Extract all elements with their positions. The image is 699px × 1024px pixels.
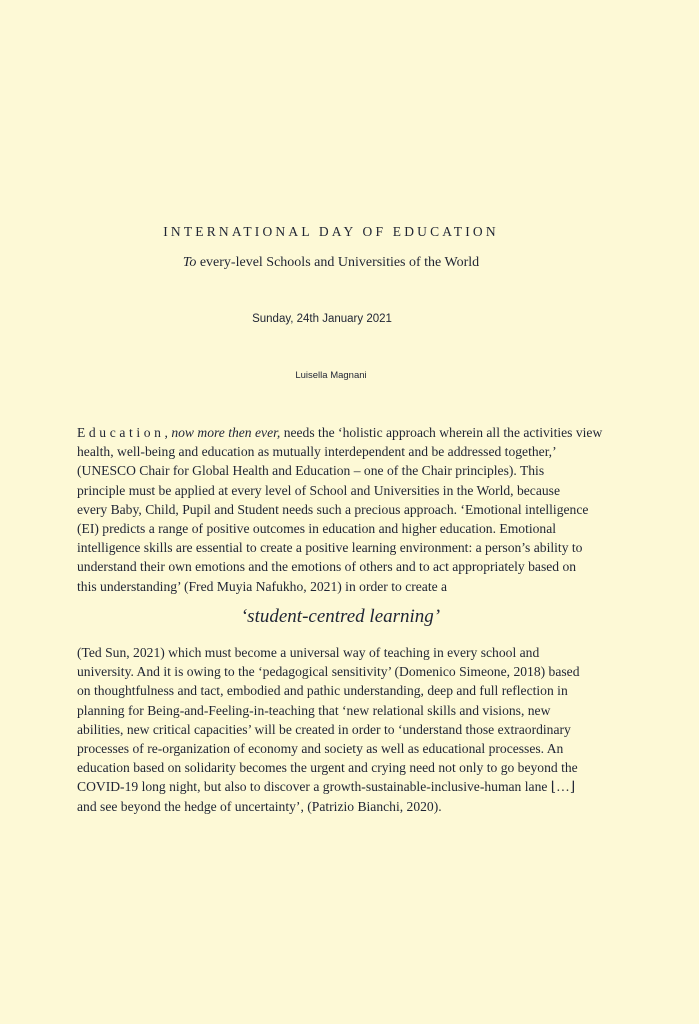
text-line: this understanding’ (Fred Muyia Nafukho, 2021) in order to create a: [77, 578, 448, 594]
lead-word: Education: [77, 425, 165, 440]
text-line: COVID-19 long night, but also to discover a growth-sustainable-inclusive-human lane ⌊…⌋: [77, 779, 575, 795]
paragraph-1: [77, 423, 687, 596]
text-line: on thoughtfulness and tact, embodied and pathic understanding, deep and full reflection in: [77, 683, 568, 699]
text-line: every Baby, Child, Pupil and Student needs such a precious approach. ‘Emotional intelligence: [77, 501, 589, 517]
document-subtitle: [0, 255, 662, 271]
text-line: university. And it is owing to the ‘pedagogical sensitivity’ (Domenico Simeone, 2018) based: [77, 664, 580, 680]
document-date: Sunday, 24th January 2021: [252, 313, 392, 325]
text-line: health, well-being and education as mutually interdependent and be addressed together,’: [77, 444, 557, 460]
document-title: INTERNATIONAL DAY OF EDUCATION: [163, 224, 499, 239]
lead-italic: now more then ever,: [171, 425, 281, 440]
text-line: abilities, new critical capacities’ will be created in order to ‘understand those extraordinary: [77, 721, 571, 737]
text-line: processes of re-organization of economy and society as well as educational processes. An: [77, 741, 564, 757]
line-1-rest: needs the ‘holistic approach wherein all the activities view: [280, 425, 603, 440]
text-line: intelligence skills are essential to create a positive learning environment: a person’s ability to: [77, 540, 583, 556]
text-line: education based on solidarity becomes the urgent and crying need not only to go beyond the: [77, 760, 578, 776]
document-author: Luisella Magnani: [295, 370, 367, 381]
callout-quote: ‘student-centred learning’: [240, 606, 441, 627]
subtitle-prefix: To: [182, 255, 197, 270]
paragraph-2: [77, 643, 687, 816]
text-line: understand their own emotions and the emotions of others and to act appropriately based on: [77, 559, 577, 575]
text-line: (EI) predicts a range of positive outcomes in education and higher education. Emotional: [77, 521, 557, 537]
text-line: (Ted Sun, 2021) which must become a universal way of teaching in every school and: [77, 645, 540, 660]
subtitle-rest: every-level Schools and Universities of the World: [196, 255, 480, 270]
text-line: planning for Being-and-Feeling-in-teaching that ‘new relational skills and visions, new: [77, 702, 551, 718]
text-line: (UNESCO Chair for Global Health and Education – one of the Chair principles). This: [77, 463, 545, 479]
text-line: and see beyond the hedge of uncertainty’, (Patrizio Bianchi, 2020).: [77, 798, 442, 814]
paragraph-1-line-1: Education, now more then ever, needs the ‘holistic approach wherein all the activities view: [77, 425, 603, 440]
text-line: principle must be applied at every level of School and Universities in the World, because: [77, 482, 560, 498]
